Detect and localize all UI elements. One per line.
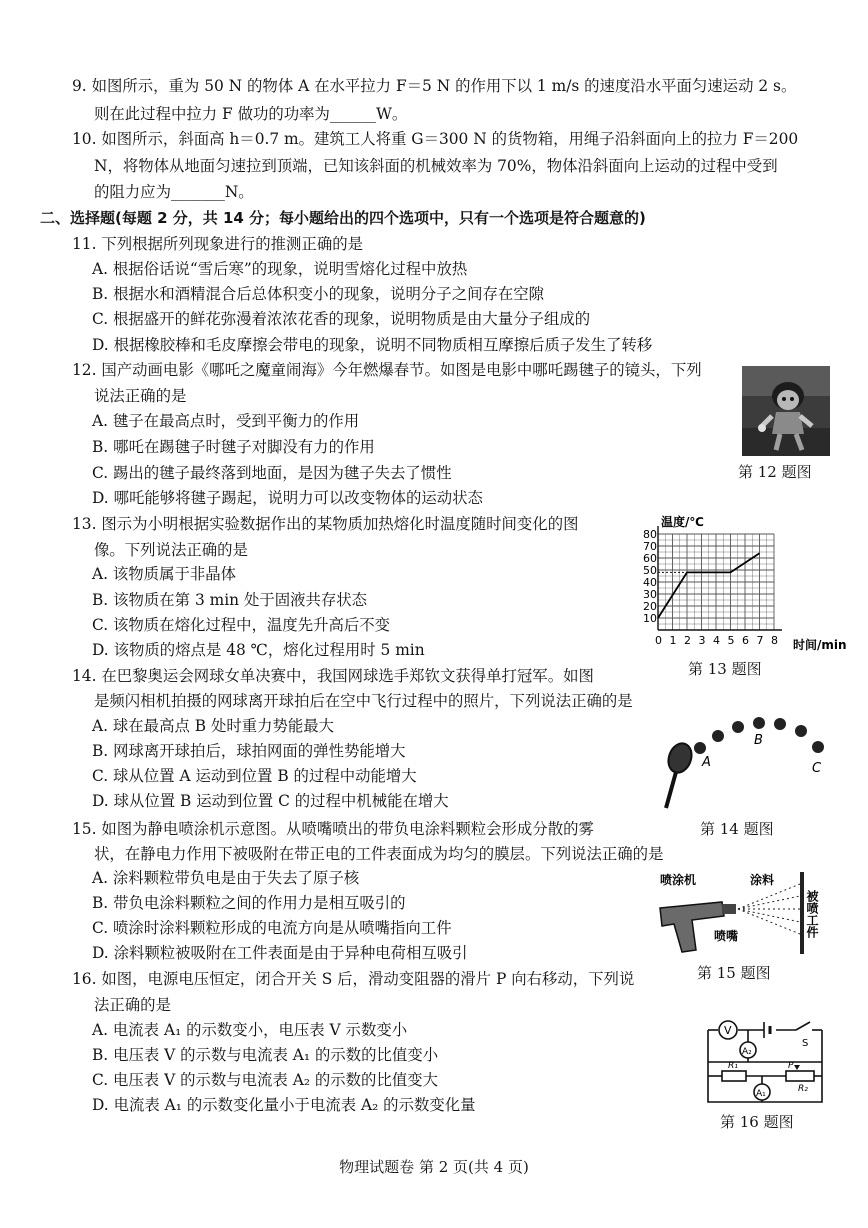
ammeter-a2-icon: [740, 1042, 756, 1058]
ammeter-a1-icon: [754, 1084, 770, 1100]
q15-line1: 15. 如图为静电喷涂机示意图。从喷嘴喷出的带负电涂料颗粒会形成分散的雾: [72, 820, 594, 838]
melting-curve-chart: [628, 508, 853, 654]
q11-stem: 11. 下列根据所列现象进行的推测正确的是: [72, 235, 364, 253]
q15-option-b: B. 带负电涂料颗粒之间的作用力是相互吸引的: [92, 894, 406, 912]
q14-option-c: C. 球从位置 A 运动到位置 B 的过程中动能增大: [92, 767, 417, 785]
q10-line1: 10. 如图所示，斜面高 h＝0.7 m。建筑工人将重 G＝300 N 的货物箱，用绳子沿斜面向上的拉力 F＝200: [72, 130, 799, 148]
svg-text:A₁: A₁: [756, 1089, 766, 1099]
q9-line1: 9. 如图所示，重为 50 N 的物体 A 在水平拉力 F＝5 N 的作用下以 1 m/s 的速度沿水平面匀速运动 2 s。: [72, 77, 797, 95]
chart-ylabel: 温度/℃: [661, 515, 704, 529]
q14-caption: 第 14 题图: [700, 820, 774, 838]
q13-line2: 像。下列说法正确的是: [94, 541, 248, 559]
q12-option-d: D. 哪吒能够将毽子踢起，说明力可以改变物体的运动状态: [92, 489, 483, 507]
q12-option-a: A. 毽子在最高点时，受到平衡力的作用: [92, 412, 360, 430]
q10-line3: 的阻力应为_______N。: [94, 183, 254, 201]
q15-option-a: A. 涂料颗粒带负电是由于失去了原子核: [92, 869, 360, 887]
q10-line2: N，将物体从地面匀速拉到顶端，已知该斜面的机械效率为 70%，物体沿斜面向上运动的过程中受到: [94, 157, 778, 175]
q16-line2: 法正确的是: [94, 996, 171, 1014]
q15-line2: 状，在静电力作用下被吸附在带正电的工件表面成为均匀的膜层。下列说法正确的是: [94, 845, 664, 863]
x-tick-label: 0: [655, 634, 662, 647]
ball-icon: [753, 717, 765, 729]
q15-option-c: C. 喷涂时涂料颗粒形成的电流方向是从喷嘴指向工件: [92, 919, 452, 937]
label-workpiece: 被喷工件: [805, 890, 819, 938]
q16-caption: 第 16 题图: [720, 1113, 794, 1131]
resistor-r1-icon: [722, 1061, 746, 1081]
battery-icon: [764, 1022, 770, 1038]
spray-coater-figure: [652, 864, 834, 960]
q16-option-b: B. 电压表 V 的示数与电流表 A₁ 的示数的比值变小: [92, 1046, 439, 1064]
q16-line1: 16. 如图，电源电压恒定，闭合开关 S 后，滑动变阻器的滑片 P 向右移动，下列说: [72, 970, 635, 988]
q13-line1: 13. 图示为小明根据实验数据作出的某物质加热熔化时温度随时间变化的图: [72, 515, 579, 533]
label-paint: 涂料: [750, 873, 775, 887]
q11-option-b: B. 根据水和酒精混合后总体积变小的现象，说明分子之间存在空隙: [92, 285, 545, 303]
x-tick-label: 5: [727, 634, 735, 647]
position-c-label: C: [812, 761, 822, 776]
q12-line1: 12. 国产动画电影《哪吒之魔童闹海》今年燃爆春节。如图是电影中哪吒踢毽子的镜头，下列: [72, 361, 702, 379]
tennis-strobe-figure: [658, 712, 838, 820]
ball-icon: [812, 741, 824, 753]
x-tick-label: 3: [698, 634, 706, 647]
q16-option-a: A. 电流表 A₁ 的示数变小，电压表 V 示数变小: [92, 1021, 408, 1039]
y-tick-label: 70: [643, 540, 657, 553]
q13-option-d: D. 该物质的熔点是 48 ℃，熔化过程用时 5 min: [92, 641, 425, 659]
ball-icon: [795, 725, 807, 737]
switch-icon: [796, 1022, 810, 1049]
position-b-label: B: [754, 733, 763, 748]
q12-caption: 第 12 题图: [738, 463, 812, 481]
page-footer: 物理试题卷 第 2 页(共 4 页): [339, 1158, 529, 1176]
q13-caption: 第 13 题图: [688, 660, 762, 678]
q14-option-b: B. 网球离开球拍后，球拍网面的弹性势能增大: [92, 742, 406, 760]
q11-option-a: A. 根据俗话说“雪后寒”的现象，说明雪熔化过程中放热: [92, 260, 468, 278]
workpiece-plate-icon: [800, 872, 804, 954]
q11-option-d: D. 根据橡胶棒和毛皮摩擦会带电的现象，说明不同物质相互摩擦后质子发生了转移: [92, 336, 653, 354]
q12-option-b: B. 哪吒在踢毽子时毽子对脚没有力的作用: [92, 438, 375, 456]
x-tick-label: 2: [684, 634, 691, 647]
y-tick-label: 20: [643, 600, 657, 613]
rheostat-r2-icon: [786, 1061, 814, 1094]
ball-icon: [732, 721, 744, 733]
q12-line2: 说法正确的是: [94, 387, 187, 405]
circuit-diagram: [702, 1018, 830, 1106]
nozzle-icon: [722, 904, 736, 914]
q14-line1: 14. 在巴黎奥运会网球女单决赛中，我国网球选手郑钦文获得单打冠军。如图: [72, 667, 594, 685]
x-tick-label: 7: [756, 634, 764, 647]
ball-icon: [694, 742, 706, 754]
q14-option-a: A. 球在最高点 B 处时重力势能最大: [92, 717, 335, 735]
ball-icon: [712, 730, 724, 742]
section-heading: 二、选择题(每题 2 分，共 14 分；每小题给出的四个选项中，只有一个选项是符合题意的): [40, 209, 646, 227]
svg-text:V: V: [724, 1024, 732, 1037]
q16-option-d: D. 电流表 A₁ 的示数变化量小于电流表 A₂ 的示数变化量: [92, 1096, 476, 1114]
y-tick-label: 60: [643, 552, 657, 565]
svg-text:A₂: A₂: [742, 1047, 752, 1057]
q15-caption: 第 15 题图: [697, 964, 771, 982]
x-tick-label: 4: [713, 634, 720, 647]
label-nozzle: 喷嘴: [714, 929, 739, 943]
x-tick-label: 6: [742, 634, 749, 647]
q11-option-c: C. 根据盛开的鲜花弥漫着浓浓花香的现象，说明物质是由大量分子组成的: [92, 310, 591, 328]
racket-handle-icon: [666, 772, 676, 808]
racket-head-icon: [665, 740, 696, 776]
svg-text:R₂: R₂: [798, 1084, 808, 1094]
label-spray-machine: 喷涂机: [660, 873, 697, 887]
q14-option-d: D. 球从位置 B 运动到位置 C 的过程中机械能在增大: [92, 792, 449, 810]
chart-xlabel: 时间/min: [793, 638, 847, 652]
svg-text:P: P: [788, 1061, 794, 1071]
svg-text:R₁: R₁: [728, 1061, 738, 1071]
q16-option-c: C. 电压表 V 的示数与电流表 A₂ 的示数的比值变大: [92, 1071, 439, 1089]
q13-option-a: A. 该物质属于非晶体: [92, 565, 237, 583]
y-tick-label: 40: [643, 576, 657, 589]
q12-option-c: C. 踢出的毽子最终落到地面，是因为毽子失去了惯性: [92, 464, 452, 482]
y-tick-label: 10: [643, 612, 657, 625]
x-tick-label: 1: [669, 634, 677, 647]
q13-option-b: B. 该物质在第 3 min 处于固液共存状态: [92, 591, 368, 609]
ball-icon: [774, 718, 786, 730]
y-tick-label: 30: [643, 588, 657, 601]
spray-gun-icon: [660, 902, 724, 952]
svg-text:S: S: [802, 1038, 809, 1049]
q14-line2: 是频闪相机拍摄的网球离开球拍后在空中飞行过程中的照片，下列说法正确的是: [94, 692, 633, 710]
q13-option-c: C. 该物质在熔化过程中，温度先升高后不变: [92, 616, 391, 634]
q9-line2: 则在此过程中拉力 F 做功的功率为______W。: [94, 105, 408, 123]
voltmeter-icon: [719, 1021, 737, 1039]
nezha-kicking-shuttlecock-image: [742, 366, 830, 456]
paint-spray-lines: [738, 884, 800, 934]
y-tick-label: 50: [643, 564, 657, 577]
q15-option-d: D. 涂料颗粒被吸附在工件表面是由于异种电荷相互吸引: [92, 944, 468, 962]
position-a-label: A: [702, 755, 711, 770]
y-tick-label: 80: [643, 528, 657, 541]
x-tick-label: 8: [771, 634, 778, 647]
